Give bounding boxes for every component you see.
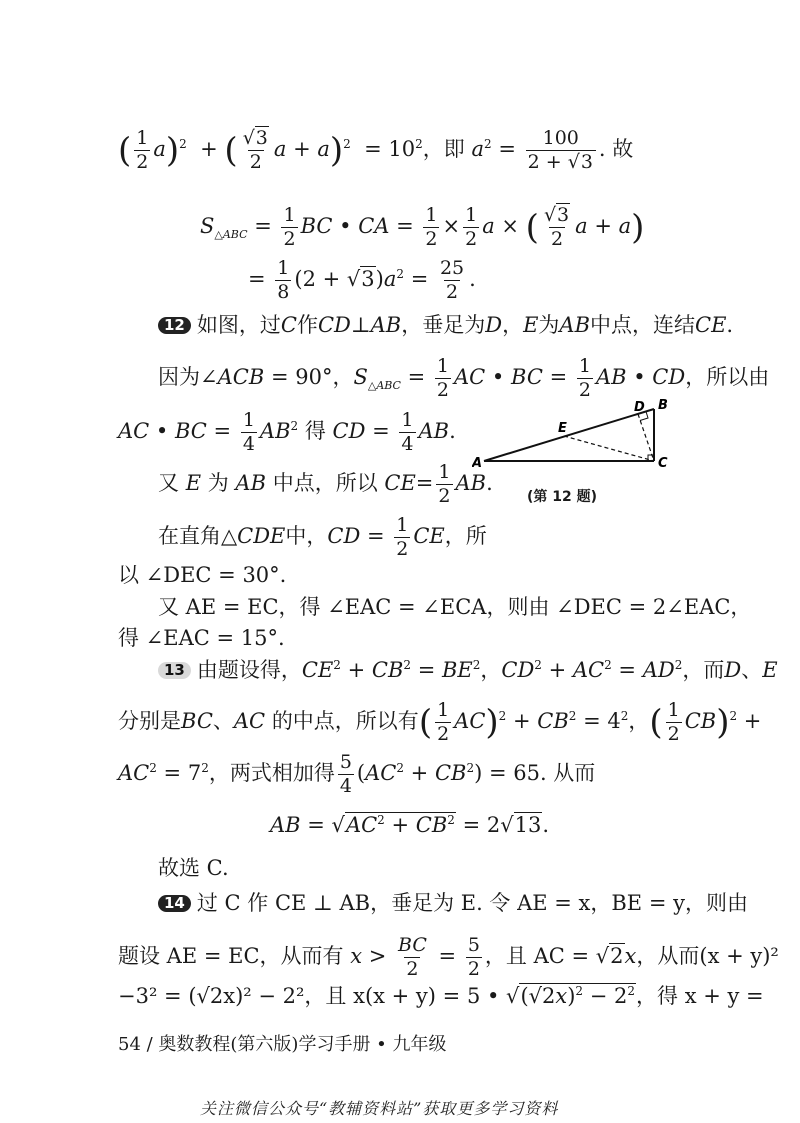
text: 又 [158, 470, 179, 495]
problem-12-line-5: 在直角△CDE中，CD = $\frac{1}{2}$ CE，所 [158, 514, 487, 560]
problem-12-line-6: 以 ∠DEC = 30°. [118, 563, 287, 587]
problem-13-answer: 故选 C. [158, 856, 229, 880]
text: ，垂足为 [401, 313, 486, 337]
text-gu: . 故 [598, 136, 634, 161]
segment-ab [484, 409, 654, 461]
label-b: B [658, 398, 668, 413]
text: ，所 [444, 523, 487, 548]
text: 中， [285, 523, 328, 548]
text: −3² = (√2x)² − 2²，且 x(x + y) = 5 • [118, 984, 500, 1008]
problem-13-line-1: 13 由题设得，$CE^2 + CB^2 = BE^2$，$CD^2 + AC^2 = AD^2$，而D、E [158, 660, 778, 681]
text: 如图，过 [196, 313, 281, 337]
problem-12-line-1: 12 如图，过C作CD⊥AB，垂足为D，E为AB中点，连结CE. [158, 315, 733, 336]
text: = 65. 从而 [488, 760, 596, 785]
text: 在直角△ [158, 523, 238, 548]
text: 为 [207, 470, 229, 495]
equation-line-3: = $\frac{1}{8}$ $(2 + √3)a^2$ = $\frac{25}{2}$ . [248, 257, 476, 303]
label-a: A [472, 456, 483, 471]
problem-12-line-3: AC • BC = $\frac{1}{4}$ $AB^2$ 得 CD = $\frac{1}{4}$ AB. [118, 409, 456, 455]
problem-12-line-4: 又 E 为 AB 中点，所以 CE= $\frac{1}{2}$ AB. [158, 461, 493, 507]
text: 中点，连结 [590, 313, 696, 337]
problem-14-line-3: −3² = (√2x)² − 2²，且 x(x + y) = 5 • $√(√2x)^2 - 2^2$，得 x + y = [118, 984, 764, 1008]
problem-badge-14: 14 [158, 895, 191, 912]
equation-line-2: $S_{\triangle ABC}$ = $\frac{1}{2}$ BC • CA = $\frac{1}{2}$ × $\frac{1}{2}$ a × ( $\frac{√3}{2}$ a + a) [200, 204, 645, 250]
problem-13-line-2: 分别是BC、AC 的中点，所以有( $\frac{1}{2}$ $AC)^2 + CB^2 = 4^2$，( $\frac{1}{2}$ CB)$^2$ + [118, 699, 762, 745]
problem-13-line-3: $AC^2 = 7^2$，两式相加得 $\frac{5}{4}$ $(AC^2 + CB^2) = 65$. 从而 [118, 751, 596, 797]
problem-14-line-1 [158, 893, 748, 914]
label-d: D [634, 400, 645, 415]
text: 题设 AE = EC，从而有 [118, 943, 344, 968]
page-footer: 54 / 奥数教程(第六版)学习手册 • 九年级 [118, 1034, 447, 1055]
text: 分别是 [118, 708, 181, 733]
text: 中点，所以 [272, 470, 378, 495]
text: ，从而(x + y)² [636, 943, 779, 968]
segment-cd [638, 414, 654, 461]
label-c: C [658, 456, 668, 471]
label-e: E [558, 421, 567, 436]
text: 得 [304, 418, 326, 443]
text: 过 C 作 CE ⊥ AB，垂足为 E. 令 AE = x，BE = y，则由 [196, 891, 748, 915]
text: 因为∠ [158, 364, 218, 389]
text: . [726, 313, 734, 337]
problem-12-line-8: 得 ∠EAC = 15°. [118, 626, 285, 650]
problem-12-line-2: 因为∠ACB = 90°，$S_{\triangle ABC}$ = $\frac{1}{2}$ AC • BC = $\frac{1}{2}$ AB • CD，所以由 [158, 355, 770, 401]
problem-14-line-2: 题设 AE = EC，从而有 x > $\frac{BC}{2}$ = $\frac{5}{2}$ ，且 AC = √2x，从而(x + y)² [118, 934, 779, 980]
problem-12-line-7: 又 AE = EC，得 ∠EAC = ∠ECA，则由 ∠DEC = 2∠EAC， [158, 595, 752, 619]
text: 为 [538, 313, 560, 337]
watermark-note: 关注微信公众号“教辅资料站”获取更多学习资料 [200, 1099, 559, 1118]
text: ， [502, 313, 524, 337]
text: 由题设得， [196, 658, 302, 682]
segment-ce [564, 436, 654, 461]
text: ，两式相加得 [208, 760, 335, 785]
text: 的中点，所以有 [271, 708, 419, 733]
problem-badge-13: 13 [158, 662, 191, 679]
problem-badge-12: 12 [158, 317, 191, 334]
text: ，所以由 [685, 364, 770, 389]
equation-line-1: ( $\frac{1}{2}$ a)$^2$ + ( $\frac{√3}{2}$ $a + a)^2 = 10^2$，即 $a^2$ = $\frac{100}{2 + √3}$ . 故 [118, 127, 634, 173]
triangle-figure [472, 395, 682, 475]
problem-13-line-4: AB = $√AC^2 + CB^2 = 2√13$. [270, 813, 550, 837]
figure-caption: (第 12 题) [527, 489, 598, 505]
text-jiyou: ，即 [422, 136, 465, 161]
text: ，且 AC = [484, 943, 590, 968]
text: ，而 [682, 658, 725, 682]
text: 作 [296, 313, 318, 337]
text: ，得 x + y = [636, 984, 764, 1008]
